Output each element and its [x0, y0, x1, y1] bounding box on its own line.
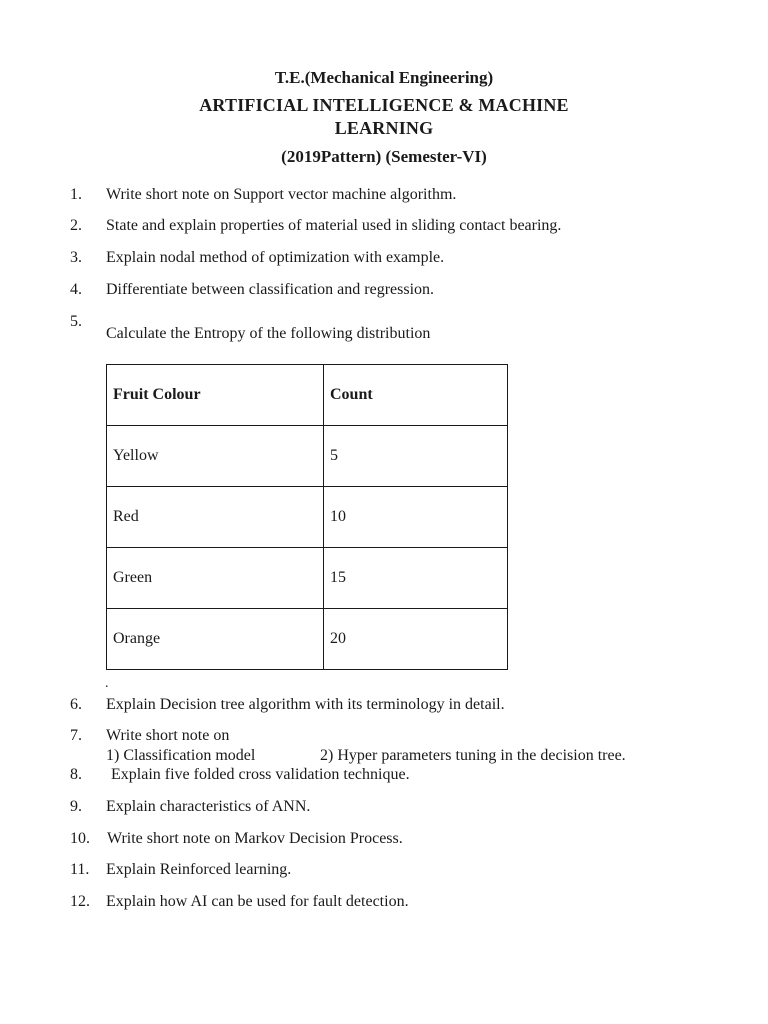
- table-cell: 20: [324, 609, 508, 670]
- table-cell: 10: [324, 487, 508, 548]
- course-title: T.E.(Mechanical Engineering): [274, 68, 494, 87]
- table-header-cell: Count: [324, 365, 508, 426]
- table-cell: Orange: [107, 609, 324, 670]
- question-number: 7.: [70, 727, 82, 744]
- question-number: 1.: [70, 186, 82, 203]
- question-text: Write short note on Markov Decision Process.: [107, 830, 403, 847]
- question-number: 3.: [70, 249, 82, 266]
- question-number: 12.: [70, 893, 90, 910]
- question-text: State and explain properties of material used in sliding contact bearing.: [106, 217, 562, 234]
- table-row: [107, 426, 508, 487]
- question-subpart-a: 1) Classification model: [106, 747, 256, 764]
- question-text: Explain five folded cross validation technique.: [111, 766, 410, 783]
- question-text: Explain how AI can be used for fault detection.: [106, 893, 409, 910]
- subject-title-line1: ARTIFICIAL INTELLIGENCE & MACHINE: [199, 95, 569, 115]
- question-number: 2.: [70, 217, 82, 234]
- stray-dot: .: [105, 676, 109, 691]
- subject-title-line2: LEARNING: [334, 118, 434, 138]
- table-cell: Red: [107, 487, 324, 548]
- question-subpart-b: 2) Hyper parameters tuning in the decision tree.: [320, 747, 626, 764]
- question-text: Differentiate between classification and regression.: [106, 281, 435, 298]
- table-cell: Green: [107, 548, 324, 609]
- question-text: Explain nodal method of optimization with example.: [106, 249, 445, 266]
- question-number: 6.: [70, 696, 82, 713]
- table-cell: Yellow: [107, 426, 324, 487]
- question-number: 5.: [70, 313, 82, 330]
- table-row: [107, 548, 508, 609]
- table-header-cell: Fruit Colour: [107, 365, 324, 426]
- question-text: Explain Reinforced learning.: [106, 861, 292, 878]
- question-text: Explain Decision tree algorithm with its terminology in detail.: [106, 696, 505, 713]
- entropy-distribution-table: [106, 364, 508, 670]
- question-number: 9.: [70, 798, 82, 815]
- question-number: 8.: [70, 766, 82, 783]
- question-number: 11.: [70, 861, 90, 878]
- table-cell: 15: [324, 548, 508, 609]
- pattern-semester: (2019Pattern) (Semester-VI): [281, 147, 487, 166]
- question-text: Calculate the Entropy of the following distribution: [106, 325, 431, 342]
- table-header-row: [107, 365, 508, 426]
- question-text: Write short note on: [106, 727, 230, 744]
- question-text: Explain characteristics of ANN.: [106, 798, 311, 815]
- table-cell: 5: [324, 426, 508, 487]
- question-number: 4.: [70, 281, 82, 298]
- table-row: [107, 487, 508, 548]
- question-number: 10.: [70, 830, 90, 847]
- table-row: [107, 609, 508, 670]
- question-text: Write short note on Support vector machine algorithm.: [106, 186, 457, 203]
